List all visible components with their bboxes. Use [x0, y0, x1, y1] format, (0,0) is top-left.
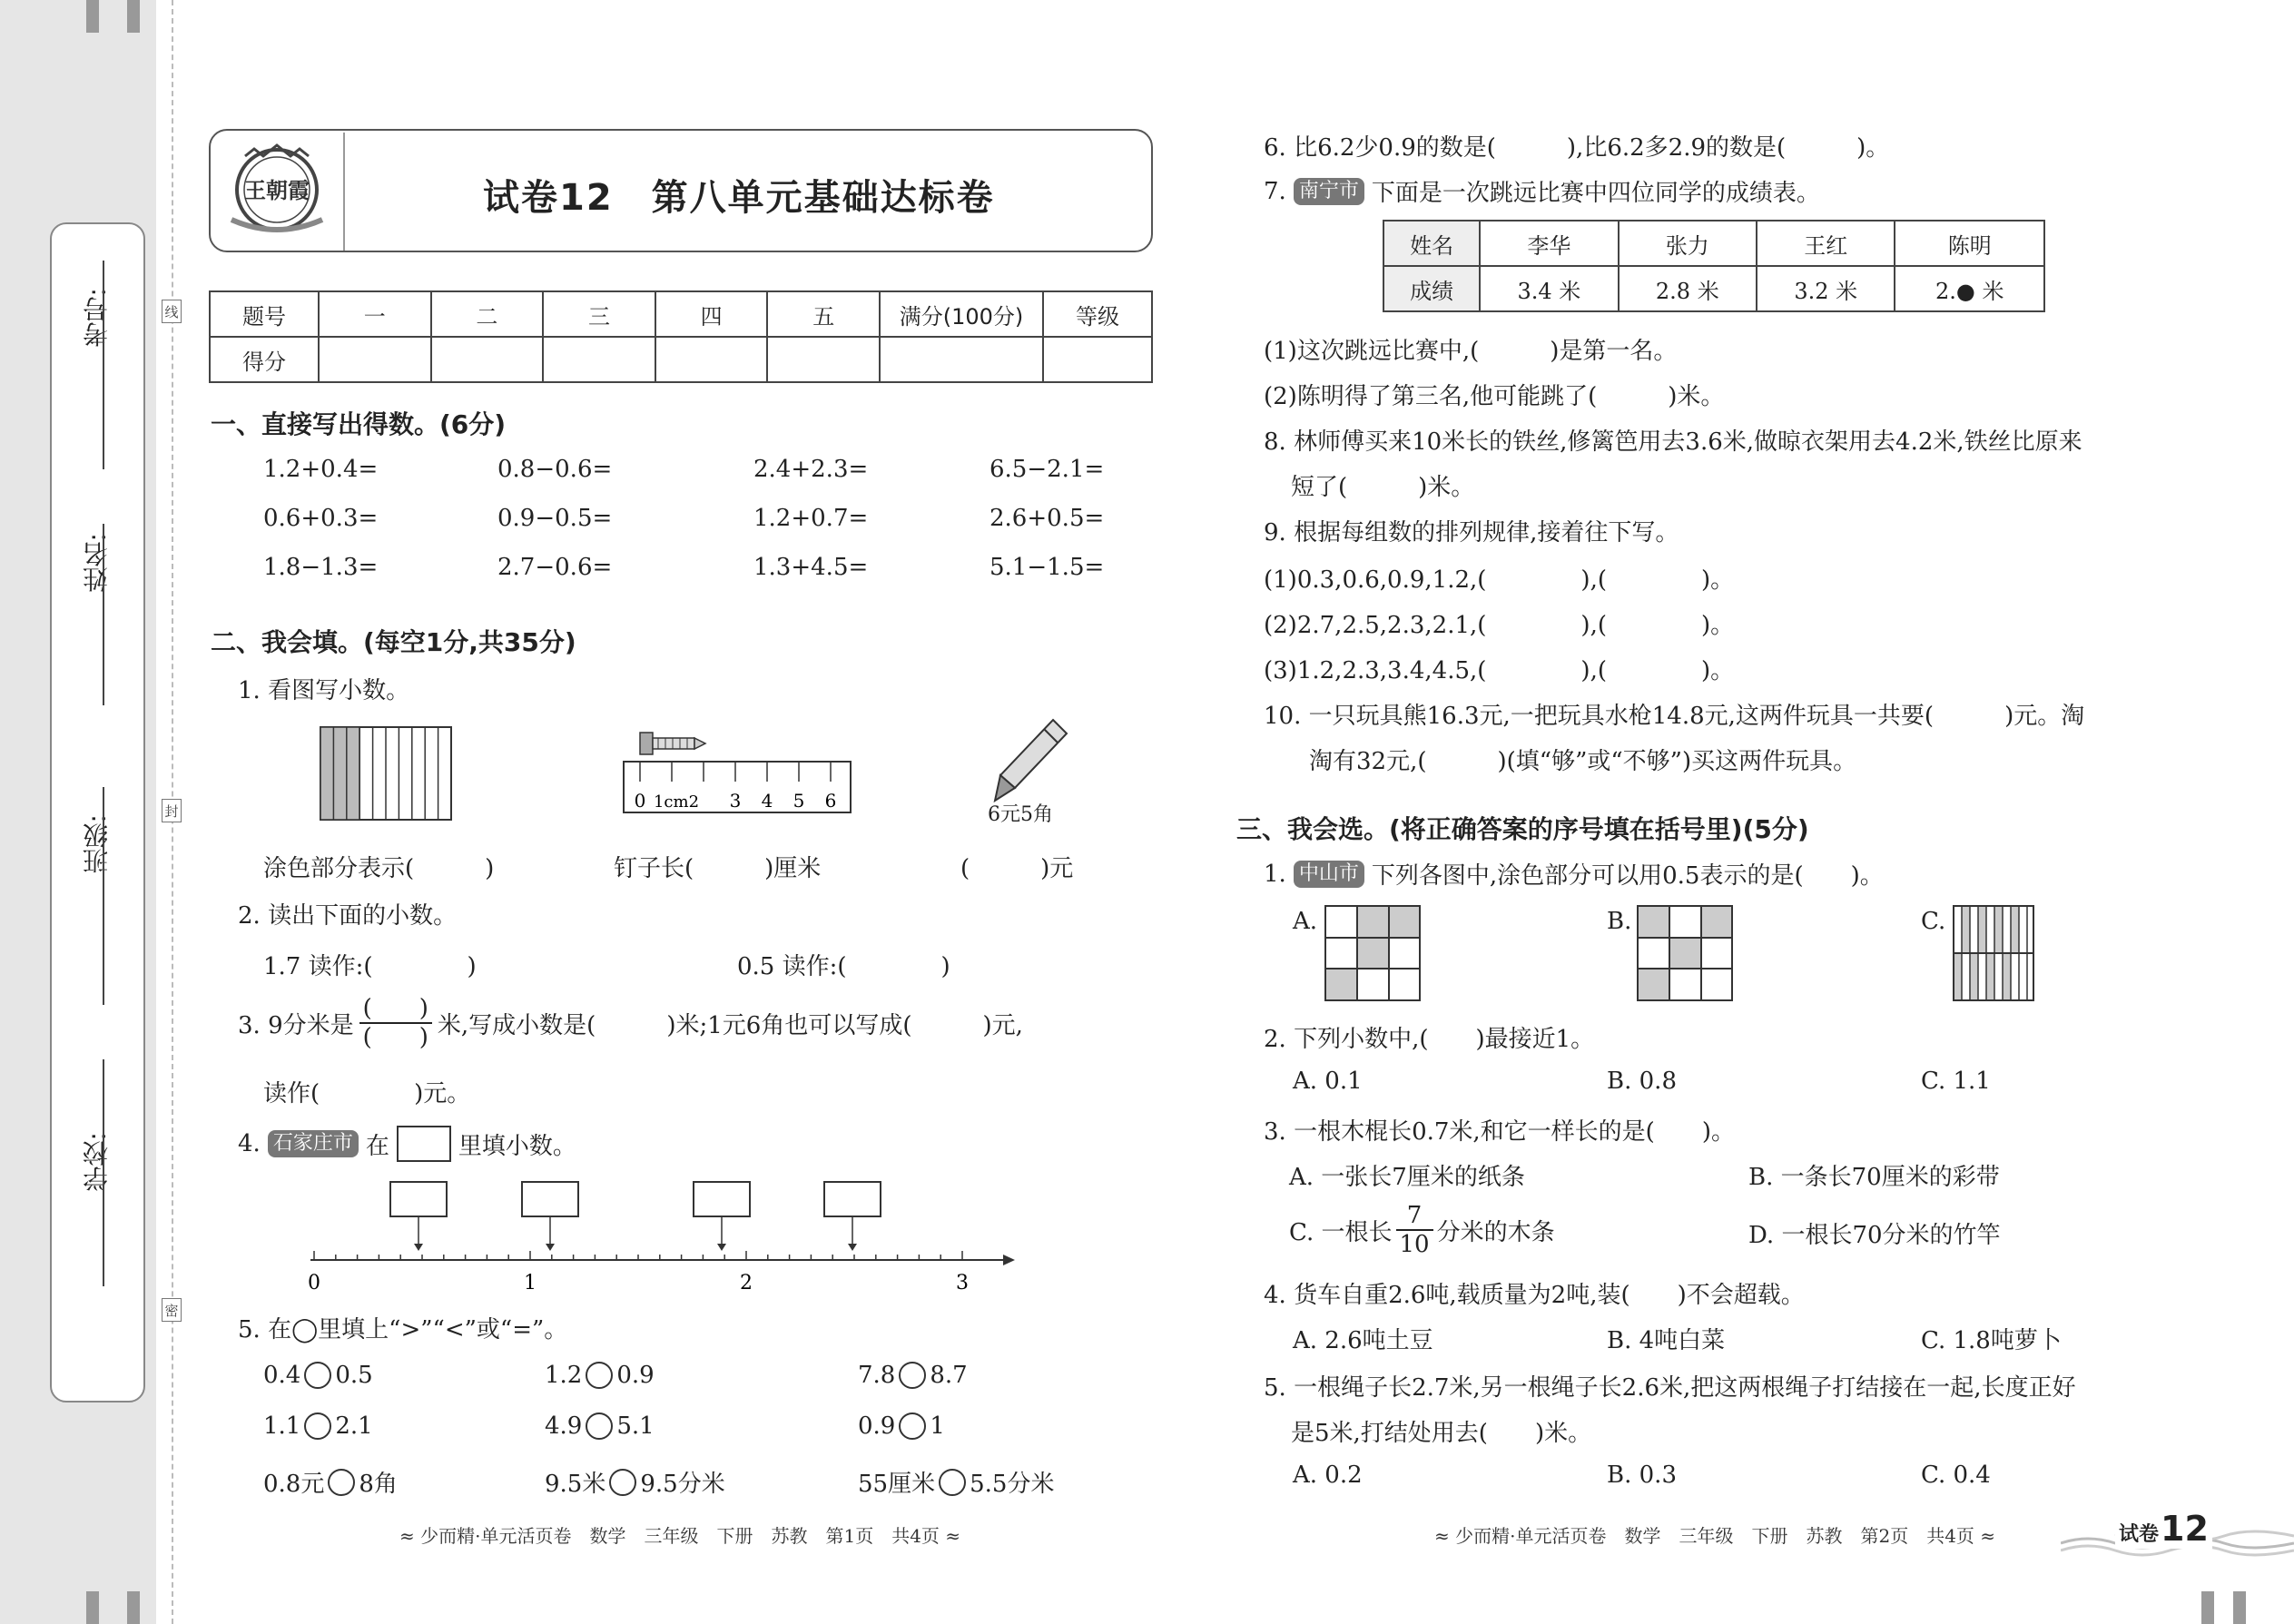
calc-item: 2.4+2.3=	[753, 456, 869, 483]
number-line-label: 0	[308, 1272, 320, 1294]
score-head-cell: 题号	[210, 291, 319, 337]
c1-text: 下列各图中,涂色部分可以用0.5表示的是( )。	[1371, 862, 1884, 890]
calc-item: 2.7−0.6=	[497, 554, 613, 581]
edge-mark	[86, 0, 99, 33]
grid-a-figure	[1324, 904, 1422, 1002]
class-field[interactable]	[103, 787, 104, 1005]
compare-circle-icon[interactable]	[586, 1412, 613, 1440]
question-7	[1264, 174, 1820, 208]
question-6: 6. 比6.2少0.9的数是( ),比6.2多2.9的数是( )。	[1264, 134, 1890, 162]
compare-item	[263, 1412, 373, 1440]
question-9-3: (3)1.2,2.3,3.4,4.5,( ),( )。	[1264, 657, 1735, 684]
answer-shaded[interactable]: 涂色部分表示( )	[263, 855, 495, 882]
calc-item: 2.6+0.5=	[989, 505, 1105, 532]
question-2-1: 1. 看图写小数。	[238, 677, 410, 704]
c3c-post: 分米的木条	[1436, 1218, 1555, 1246]
score-input-cell[interactable]	[655, 337, 768, 382]
number-line-answer-box[interactable]	[390, 1182, 447, 1216]
c3c-fraction	[1396, 1202, 1433, 1258]
compare-item	[545, 1412, 655, 1440]
c3c-pre: C. 一根长	[1289, 1218, 1393, 1246]
student-info-panel	[50, 222, 145, 1403]
ruler-tick-label: 4	[761, 790, 773, 812]
jump-cell: 3.2 米	[1757, 266, 1895, 311]
c3c-num: 7	[1396, 1202, 1433, 1231]
choice-1-option-c[interactable]: C.	[1921, 908, 1946, 935]
question-10-line2: 淘有32元,( )(填“够”或“不够”)买这两件玩具。	[1309, 748, 1857, 775]
ruler-tick-label: 0	[634, 790, 646, 812]
badge-number: 12	[2161, 1509, 2209, 1549]
question-7-1: (1)这次跳远比赛中,( )是第一名。	[1264, 338, 1678, 365]
answer-pen-price[interactable]: ( )元	[960, 855, 1074, 882]
choice-3-option-d[interactable]: D. 一根长70分米的竹竿	[1748, 1222, 2001, 1249]
answer-nail-length[interactable]: 钉子长( )厘米	[614, 855, 822, 882]
choice-3-option-a[interactable]: A. 一张长7厘米的纸条	[1289, 1164, 1525, 1191]
score-input-cell[interactable]	[767, 337, 880, 382]
compare-circle-icon[interactable]	[899, 1362, 926, 1389]
question-9-1: (1)0.3,0.6,0.9,1.2,( ),( )。	[1264, 566, 1735, 594]
compare-left: 7.8	[858, 1362, 896, 1389]
seal-secret: 密	[162, 1298, 182, 1322]
footer-left: ≈ 少而精·单元活页卷 数学 三年级 下册 苏教 第1页 共4页 ≈	[399, 1525, 961, 1547]
question-2-2: 2. 读出下面的小数。	[238, 902, 458, 930]
jump-score-table	[1383, 220, 2045, 312]
number-line-answer-box[interactable]	[694, 1182, 750, 1216]
region-tag: 中山市	[1294, 861, 1364, 888]
score-head-cell: 三	[543, 291, 655, 337]
compare-right: 5.1	[616, 1412, 655, 1440]
seal-line: 线	[162, 300, 182, 323]
question-2-3	[238, 995, 1023, 1051]
answer-read-0-5[interactable]: 0.5 读作:( )	[737, 953, 950, 980]
compare-left: 0.9	[858, 1412, 896, 1440]
compare-circle-icon[interactable]	[304, 1412, 331, 1440]
choice-1-option-a[interactable]: A.	[1293, 908, 1318, 935]
ruler-tick-label: 6	[824, 790, 837, 812]
choice-1-option-b[interactable]: B.	[1607, 908, 1632, 935]
compare-left: 0.8元	[263, 1471, 325, 1498]
jump-cell: 2.8 米	[1619, 266, 1757, 311]
choice-3: 3. 一根木棍长0.7米,和它一样长的是( )。	[1264, 1118, 1735, 1146]
calc-item: 1.8−1.3=	[263, 554, 379, 581]
compare-left: 55厘米	[858, 1471, 936, 1498]
compare-right: 0.9	[616, 1362, 655, 1389]
number-line-figure	[300, 1178, 1017, 1296]
compare-circle-icon[interactable]	[328, 1469, 355, 1496]
jump-head: 李华	[1480, 221, 1618, 266]
section-1-title: 一、直接写出得数。(6分)	[211, 409, 507, 439]
compare-right: 8.7	[930, 1362, 968, 1389]
ruler-tick-label: 5	[793, 790, 805, 812]
compare-left: 9.5米	[545, 1471, 606, 1498]
compare-circle-icon[interactable]	[899, 1412, 926, 1440]
answer-box-icon	[397, 1126, 451, 1162]
choice-5-line2: 是5米,打结处用去( )米。	[1291, 1420, 1592, 1447]
badge-label: 试卷	[2119, 1523, 2160, 1546]
pen-price-label: 6元5角	[988, 803, 1053, 826]
compare-item	[858, 1412, 945, 1440]
jump-cell: 2.● 米	[1895, 266, 2044, 311]
choice-1	[1264, 857, 1884, 891]
calc-item: 0.9−0.5=	[497, 505, 613, 532]
compare-right: 1	[930, 1412, 945, 1440]
region-tag: 石家庄市	[268, 1130, 359, 1157]
school-field[interactable]	[103, 1059, 104, 1286]
score-table	[209, 290, 1153, 383]
choice-5-option-b[interactable]: B. 0.3	[1607, 1462, 1677, 1489]
edge-mark	[2201, 1591, 2214, 1624]
question-9-2: (2)2.7,2.5,2.3,2.1,( ),( )。	[1264, 612, 1735, 639]
calc-item: 1.3+4.5=	[753, 554, 869, 581]
jump-head: 王红	[1757, 221, 1895, 266]
calc-item: 5.1−1.5=	[989, 554, 1105, 581]
edge-mark	[86, 1591, 99, 1624]
q4-number: 4.	[238, 1130, 261, 1157]
footer-right: ≈ 少而精·单元活页卷 数学 三年级 下册 苏教 第2页 共4页 ≈	[1434, 1525, 1996, 1547]
ruler-tick-label: 3	[729, 790, 742, 812]
calc-item: 0.6+0.3=	[263, 505, 379, 532]
question-2-5: 5. 在◯里填上“>”“<”或“=”。	[238, 1316, 568, 1343]
choice-3-option-b[interactable]: B. 一条长70厘米的彩带	[1748, 1164, 2000, 1191]
score-row-label: 得分	[210, 337, 319, 382]
q3-suffix: 米,写成小数是( )米;1元6角也可以写成( )元,	[437, 1011, 1023, 1039]
score-head-cell: 二	[431, 291, 544, 337]
page-header	[209, 129, 1153, 252]
compare-left: 0.4	[263, 1362, 301, 1389]
q3-line2: 读作( )元。	[263, 1080, 471, 1107]
name-label: 姓名:	[82, 533, 112, 593]
choice-2-option-c[interactable]: C. 1.1	[1921, 1068, 1991, 1095]
edge-mark	[127, 0, 140, 33]
jump-cell: 3.4 米	[1480, 266, 1618, 311]
seal-seal: 封	[162, 799, 182, 822]
choice-4-option-b[interactable]: B. 4吨白菜	[1607, 1327, 1726, 1354]
class-label: 班级:	[82, 814, 112, 874]
q7-number: 7.	[1264, 177, 1286, 205]
question-10-line1: 10. 一只玩具熊16.3元,一把玩具水枪14.8元,这两件玩具一共要( )元。淘	[1264, 703, 2085, 730]
edge-mark	[127, 1591, 140, 1624]
exam-no-field[interactable]	[103, 261, 104, 469]
jump-row-label: 成绩	[1383, 266, 1480, 311]
score-input-cell[interactable]	[431, 337, 544, 382]
c3c-den: 10	[1399, 1231, 1430, 1258]
compare-right: 0.5	[335, 1362, 373, 1389]
compare-left: 1.1	[263, 1412, 301, 1440]
q4-pre: 在	[365, 1132, 389, 1160]
ruler-nail-figure	[622, 731, 858, 817]
score-head-cell: 等级	[1043, 291, 1152, 337]
question-2-4	[238, 1126, 576, 1162]
compare-right: 5.5分米	[970, 1471, 1055, 1498]
grid-b-figure	[1636, 904, 1734, 1002]
score-input-cell[interactable]	[543, 337, 655, 382]
compare-item	[545, 1465, 725, 1499]
grid-c-figure	[1952, 904, 2035, 1002]
compare-circle-icon[interactable]	[586, 1362, 613, 1389]
number-line-answer-box[interactable]	[522, 1182, 578, 1216]
logo-seal-icon	[227, 140, 327, 240]
choice-5-line1: 5. 一根绳子长2.7米,另一根绳子长2.6米,把这两根绳子打结接在一起,长度正好	[1264, 1374, 2076, 1402]
choice-2-option-b[interactable]: B. 0.8	[1607, 1068, 1677, 1095]
paper-badge	[2115, 1509, 2212, 1549]
compare-left: 1.2	[545, 1362, 583, 1389]
compare-item	[263, 1362, 373, 1389]
calc-item: 6.5−2.1=	[989, 456, 1105, 483]
score-head-cell: 四	[655, 291, 768, 337]
calc-item: 1.2+0.7=	[753, 505, 869, 532]
compare-item	[858, 1465, 1054, 1499]
compare-right: 8角	[359, 1471, 398, 1498]
q7-text: 下面是一次跳远比赛中四位同学的成绩表。	[1371, 180, 1820, 207]
choice-2: 2. 下列小数中,( )最接近1。	[1264, 1026, 1595, 1053]
region-tag: 南宁市	[1294, 178, 1364, 205]
question-8-line1: 8. 林师傅买来10米长的铁丝,修篱笆用去3.6米,做晾衣架用去4.2米,铁丝比原来	[1264, 428, 2082, 456]
choice-5-option-a[interactable]: A. 0.2	[1293, 1462, 1363, 1489]
score-input-cell[interactable]	[1043, 337, 1152, 382]
question-8-line2: 短了( )米。	[1291, 474, 1475, 501]
exam-no-label: 考号:	[82, 288, 112, 348]
logo-text: 王朝霞	[244, 178, 310, 203]
q3-fraction-den[interactable]: ( )	[362, 1024, 428, 1051]
calc-item: 0.8−0.6=	[497, 456, 613, 483]
answer-read-1-7[interactable]: 1.7 读作:( )	[263, 953, 477, 980]
edge-mark	[2233, 1591, 2246, 1624]
compare-item	[545, 1362, 655, 1389]
score-input-cell[interactable]	[880, 337, 1043, 382]
question-9: 9. 根据每组数的排列规律,接着往下写。	[1264, 519, 1679, 546]
compare-circle-icon[interactable]	[609, 1469, 636, 1496]
compare-circle-icon[interactable]	[939, 1469, 966, 1496]
question-7-2: (2)陈明得了第三名,他可能跳了( )米。	[1264, 383, 1725, 410]
compare-item	[858, 1362, 968, 1389]
number-line-label: 1	[524, 1272, 537, 1294]
q3-fraction-num[interactable]: ( )	[359, 995, 432, 1024]
number-line-label: 3	[956, 1272, 969, 1294]
compare-item	[263, 1465, 398, 1499]
pen-icon	[989, 715, 1071, 806]
name-field[interactable]	[103, 524, 104, 705]
page-title: 试卷12 第八单元基础达标卷	[483, 177, 995, 219]
choice-4-option-a[interactable]: A. 2.6吨土豆	[1293, 1327, 1433, 1354]
number-line-answer-box[interactable]	[824, 1182, 881, 1216]
compare-left: 4.9	[545, 1412, 583, 1440]
calc-item: 1.2+0.4=	[263, 456, 379, 483]
section-2-title: 二、我会填。(每空1分,共35分)	[211, 627, 576, 657]
header-divider	[343, 133, 345, 251]
section-3-title: 三、我会选。(将正确答案的序号填在括号里)(5分)	[1236, 814, 1809, 844]
q3-prefix: 3. 9分米是	[238, 1011, 354, 1039]
score-input-cell[interactable]	[319, 337, 431, 382]
school-label: 学校:	[82, 1132, 112, 1192]
q3-fraction[interactable]	[359, 995, 432, 1051]
compare-circle-icon[interactable]	[304, 1362, 331, 1389]
jump-head: 姓名	[1383, 221, 1480, 266]
c1-number: 1.	[1264, 860, 1286, 888]
choice-4-option-c[interactable]: C. 1.8吨萝卜	[1921, 1327, 2062, 1354]
compare-right: 9.5分米	[640, 1471, 725, 1498]
score-head-cell: 一	[319, 291, 431, 337]
score-head-cell: 五	[767, 291, 880, 337]
choice-5-option-c[interactable]: C. 0.4	[1921, 1462, 1991, 1489]
choice-2-option-a[interactable]: A. 0.1	[1293, 1068, 1363, 1095]
q4-post: 里填小数。	[458, 1132, 576, 1160]
jump-head: 张力	[1619, 221, 1757, 266]
shaded-strips-figure	[320, 726, 454, 822]
number-line-label: 2	[740, 1272, 753, 1294]
compare-right: 2.1	[335, 1412, 373, 1440]
score-head-cell: 满分(100分)	[880, 291, 1043, 337]
choice-3-option-c[interactable]	[1289, 1202, 1555, 1258]
choice-4: 4. 货车自重2.6吨,载质量为2吨,装( )不会超载。	[1264, 1282, 1805, 1309]
jump-head: 陈明	[1895, 221, 2044, 266]
ruler-tick-label: 1cm2	[653, 792, 700, 812]
